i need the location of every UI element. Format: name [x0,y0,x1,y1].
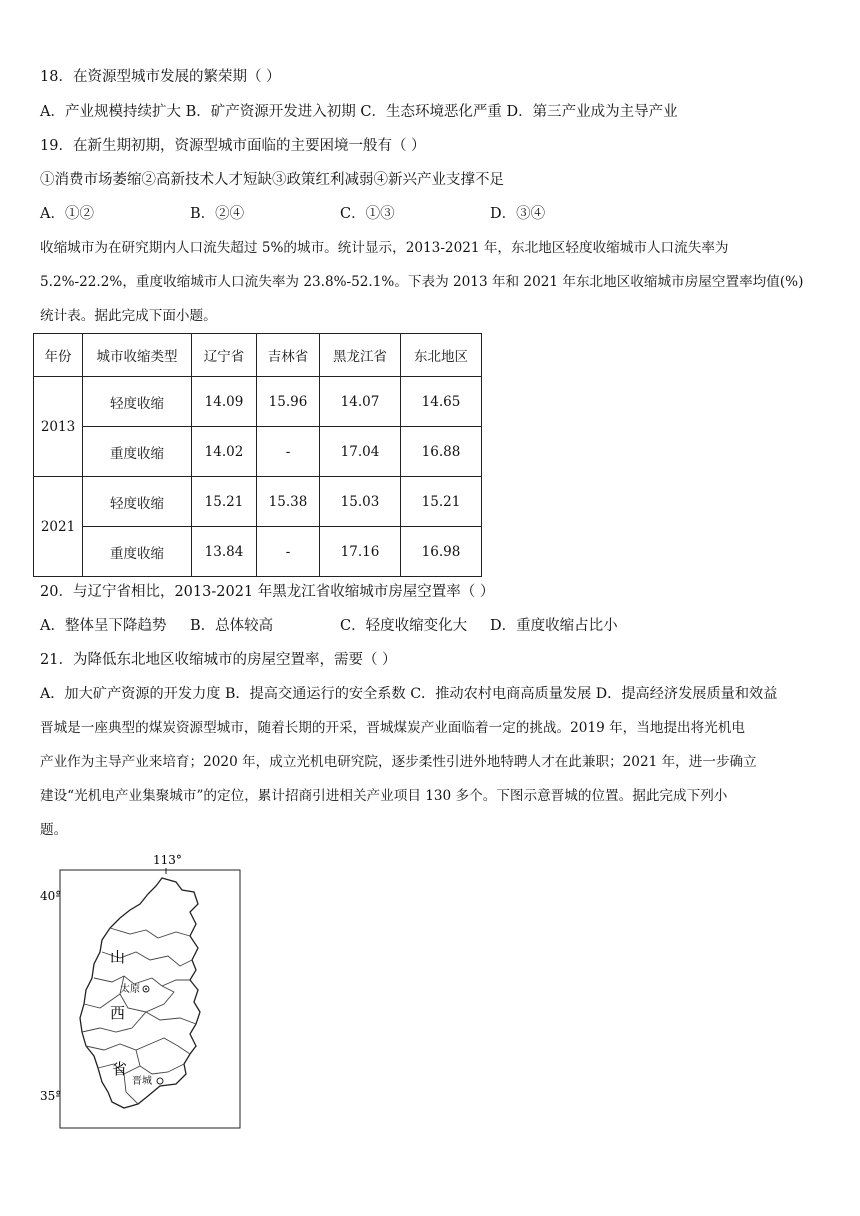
latitude-label-bottom: 35° [40,1089,62,1103]
type-cell: 重度收缩 [83,527,192,577]
value-cell: 14.09 [192,377,257,427]
city-label-jincheng: 晋城 [132,1076,152,1087]
value-cell: 17.16 [320,527,401,577]
q18-options: A．产业规模持续扩大 B．矿产资源开发进入初期 C．生态环境恶化严重 D．第三产业成为主导产业 [40,104,678,120]
province-char-3: 省 [112,1060,128,1078]
value-cell: 15.03 [320,477,401,527]
table-header: 辽宁省 [192,334,257,377]
q19-option-d: D．③④ [490,206,546,222]
q21-options: A．加大矿产资源的开发力度 B．提高交通运行的安全系数 C．推动农村电商高质量发展 D．提高经济发展质量和效益 [40,686,778,702]
table-row [34,527,482,577]
year-cell: 2021 [34,477,83,577]
passage2-line-1: 晋城是一座典型的煤炭资源型城市，随着长期的开采，晋城煤炭产业面临着一定的挑战。2019 年，当地提出将光机电 [40,720,746,736]
year-cell: 2013 [34,377,83,477]
table-row [34,477,482,527]
vacancy-rate-table [33,333,482,577]
value-cell: 14.02 [192,427,257,477]
value-cell: 15.21 [401,477,482,527]
value-cell: 15.21 [192,477,257,527]
table-header: 城市收缩类型 [83,334,192,377]
passage1-line-3: 统计表。据此完成下面小题。 [40,308,217,324]
q19-stem: 19．在新生期初期，资源型城市面临的主要困境一般有（ ） [40,138,426,154]
table-header: 年份 [34,334,83,377]
table-header: 黑龙江省 [320,334,401,377]
type-cell: 重度收缩 [83,427,192,477]
passage1-line-1: 收缩城市为在研究期内人口流失超过 5%的城市。统计显示，2013-2021 年，东北地区轻度收缩城市人口流失率为 [40,240,729,256]
q20-option-d: D．重度收缩占比小 [490,618,618,634]
jincheng-marker [157,1078,163,1084]
longitude-label: 113° [153,853,182,867]
value-cell: 15.38 [257,477,320,527]
value-cell: 17.04 [320,427,401,477]
province-char-1: 山 [110,948,126,966]
passage2-line-4: 题。 [40,822,68,838]
table-row [34,427,482,477]
q19-items: ①消费市场萎缩②高新技术人才短缺③政策红利减弱④新兴产业支撑不足 [40,172,504,188]
table-header: 东北地区 [401,334,482,377]
value-cell: 14.65 [401,377,482,427]
taiyuan-marker-dot [145,988,147,990]
province-char-2: 西 [110,1004,126,1022]
q20-option-a: A．整体呈下降趋势 [40,618,167,634]
shanxi-location-map [40,852,250,1137]
q21-stem: 21．为降低东北地区收缩城市的房屋空置率，需要（ ） [40,652,397,668]
passage2-line-2: 产业作为主导产业来培育；2020 年，成立光机电研究院，逐步柔性引进外地特聘人才在此兼职；2021 年，进一步确立 [40,754,757,770]
q19-option-a: A．①② [40,206,94,222]
table-header: 吉林省 [257,334,320,377]
passage1-line-2: 5.2%-22.2%，重度收缩城市人口流失率为 23.8%-52.1%。下表为 2013 年和 2021 年东北地区收缩城市房屋空置率均值(%) [40,274,804,290]
q20-stem: 20．与辽宁省相比，2013-2021 年黑龙江省收缩城市房屋空置率（ ） [40,584,495,600]
value-cell: - [257,427,320,477]
table-row [34,377,482,427]
value-cell: - [257,527,320,577]
value-cell: 16.98 [401,527,482,577]
q18-stem: 18．在资源型城市发展的繁荣期（ ） [40,69,281,85]
q20-option-c: C．轻度收缩变化大 [340,618,468,634]
value-cell: 16.88 [401,427,482,477]
q19-option-b: B．②④ [190,206,245,222]
q19-option-c: C．①③ [340,206,395,222]
latitude-label-top: 40° [40,889,62,903]
passage2-line-3: 建设“光机电产业集聚城市”的定位，累计招商引进相关产业项目 130 多个。下图示意晋城的位置。据此完成下列小 [40,788,728,804]
value-cell: 15.96 [257,377,320,427]
shanxi-outline [80,878,200,1108]
value-cell: 14.07 [320,377,401,427]
value-cell: 13.84 [192,527,257,577]
city-label-taiyuan: 太原 [120,984,140,995]
type-cell: 轻度收缩 [83,477,192,527]
q20-option-b: B．总体较高 [190,618,274,634]
type-cell: 轻度收缩 [83,377,192,427]
